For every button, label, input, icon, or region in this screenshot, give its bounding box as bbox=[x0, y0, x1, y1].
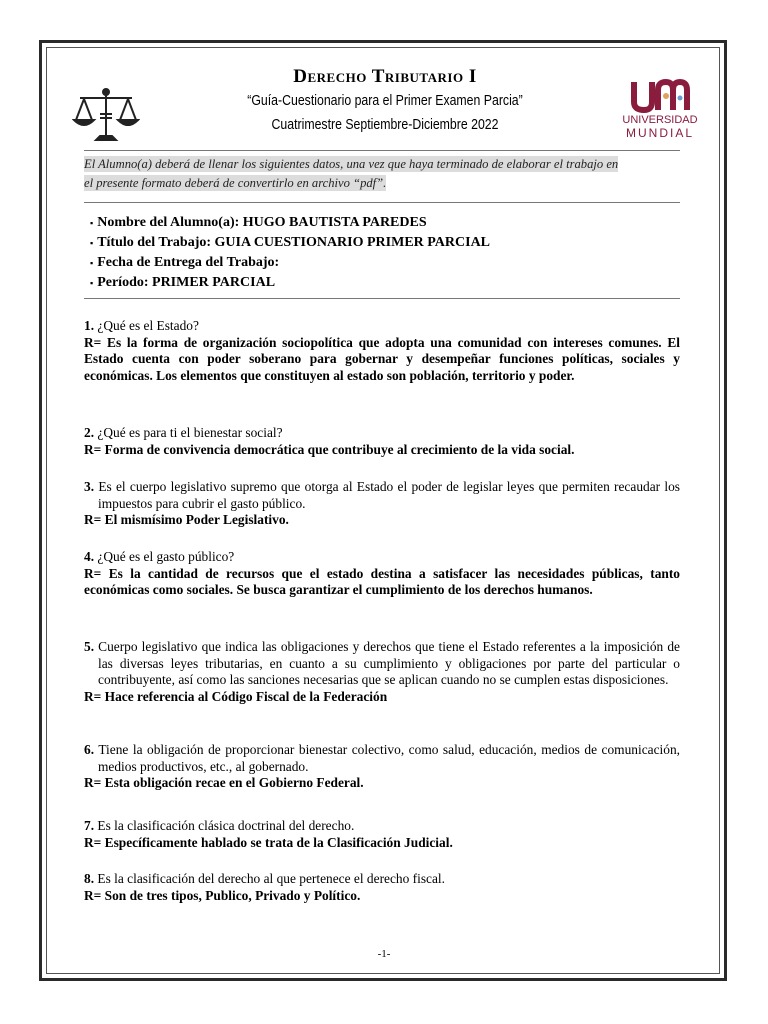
scales-of-justice-icon bbox=[72, 86, 140, 144]
university-name-line1: UNIVERSIDAD bbox=[622, 114, 698, 126]
answer-1: R= Es la forma de organización sociopolítica que adopta una comunidad con intereses comunes. El Estado cuenta con poder soberano para gobernar y desempeñar funciones políticas, sociales y económicas. Los elementos que constituyen al estado son población, territorio y poder. bbox=[84, 334, 680, 383]
question-5: 5. Cuerpo legislativo que indica las obligaciones y derechos que tiene el Estado referentes a la imposición de las diversas leyes tributarias, en cuanto a su cumplimiento y obligaciones por parte del particular o contribuyente, así como las sanciones necesarias que se aplican cuando no se cumplen estas disposiciones. R= Hace referencia al Código Fiscal de la Federación bbox=[84, 639, 680, 704]
answer-3: R= El mismísimo Poder Legislativo. bbox=[84, 512, 289, 527]
document-subtitle: “Guía-Cuestionario para el Primer Examen Parcia” bbox=[247, 92, 523, 109]
divider bbox=[84, 202, 680, 203]
answer-6: R= Esta obligación recae en el Gobierno Federal. bbox=[84, 775, 364, 790]
answer-4: R= Es la cantidad de recursos que el estado destina a satisfacer las necesidades públicas, tanto económicas como sociales. Se busca garantizar el cumplimiento de los derechos humanos. bbox=[84, 565, 680, 597]
answer-7: R= Específicamente hablado se trata de la Clasificación Judicial. bbox=[84, 834, 453, 850]
university-name-line2: MUNDIAL bbox=[625, 126, 694, 140]
question-3: 3. Es el cuerpo legislativo supremo que otorga al Estado el poder de legislar leyes que permiten recaudar los impuestos para cubrir el gasto público. R= El mismísimo Poder Legislativo. bbox=[84, 479, 681, 527]
answer-2: R= Forma de convivencia democrática que contribuye al crecimiento de la vida social. bbox=[84, 441, 575, 457]
document-title: Derecho Tributario I bbox=[293, 66, 477, 87]
page-number: -1- bbox=[377, 948, 391, 960]
answer-5: R= Hace referencia al Código Fiscal de la Federación bbox=[84, 688, 388, 704]
divider bbox=[84, 150, 680, 151]
instructions-notice bbox=[84, 155, 681, 193]
answer-8: R= Son de tres tipos, Publico, Privado y Político. bbox=[84, 887, 361, 903]
question-7: 7. Es la clasificación clásica doctrinal del derecho. R= Específicamente hablado se trata de la Clasificación Judicial. bbox=[84, 818, 680, 851]
field-student-name: ▪ Nombre del Alumno(a): HUGO BAUTISTA PAREDES bbox=[90, 215, 427, 231]
um-logo-mark bbox=[630, 76, 690, 114]
document-period: Cuatrimestre Septiembre-Diciembre 2022 bbox=[271, 116, 499, 133]
question-1: 1. ¿Qué es el Estado? R= Es la forma de organización sociopolítica que adopta una comunidad con intereses comunes. El Estado cuenta con poder soberano para gobernar y desempeñar funciones políticas, sociales y económicas. Los elementos que constituyen al estado son población, territorio y poder. bbox=[84, 318, 680, 383]
divider bbox=[84, 298, 680, 299]
question-4: 4. ¿Qué es el gasto público? R= Es la cantidad de recursos que el estado destina a satisfacer las necesidades públicas, tanto económicas como sociales. Se busca garantizar el cumplimiento de los derechos humanos. bbox=[84, 549, 680, 597]
student-info-fields bbox=[90, 213, 490, 293]
question-2: 2. ¿Qué es para ti el bienestar social? R= Forma de convivencia democrática que contribuye al crecimiento de la vida social. bbox=[84, 425, 680, 458]
university-logo bbox=[620, 76, 700, 146]
notice-line-1: El Alumno(a) deberá de llenar los siguientes datos, una vez que haya terminado de elaborar el trabajo en bbox=[84, 157, 619, 171]
field-work-title: ▪ Título del Trabajo: GUIA CUESTIONARIO PRIMER PARCIAL bbox=[90, 235, 491, 251]
field-period: ▪ Período: PRIMER PARCIAL bbox=[90, 275, 276, 291]
notice-line-2: el presente formato deberá de convertirlo en archivo “pdf”. bbox=[84, 176, 387, 190]
field-delivery-date: ▪ Fecha de Entrega del Trabajo: bbox=[90, 255, 280, 271]
question-6: 6. Tiene la obligación de proporcionar bienestar colectivo, como salud, educación, medios de comunicación, medios productivos, etc., al gobernado. R= Esta obligación recae en el Gobierno Federal. bbox=[84, 742, 681, 790]
question-8: 8. Es la clasificación del derecho al que pertenece el derecho fiscal. R= Son de tres tipos, Publico, Privado y Político. bbox=[84, 871, 680, 904]
